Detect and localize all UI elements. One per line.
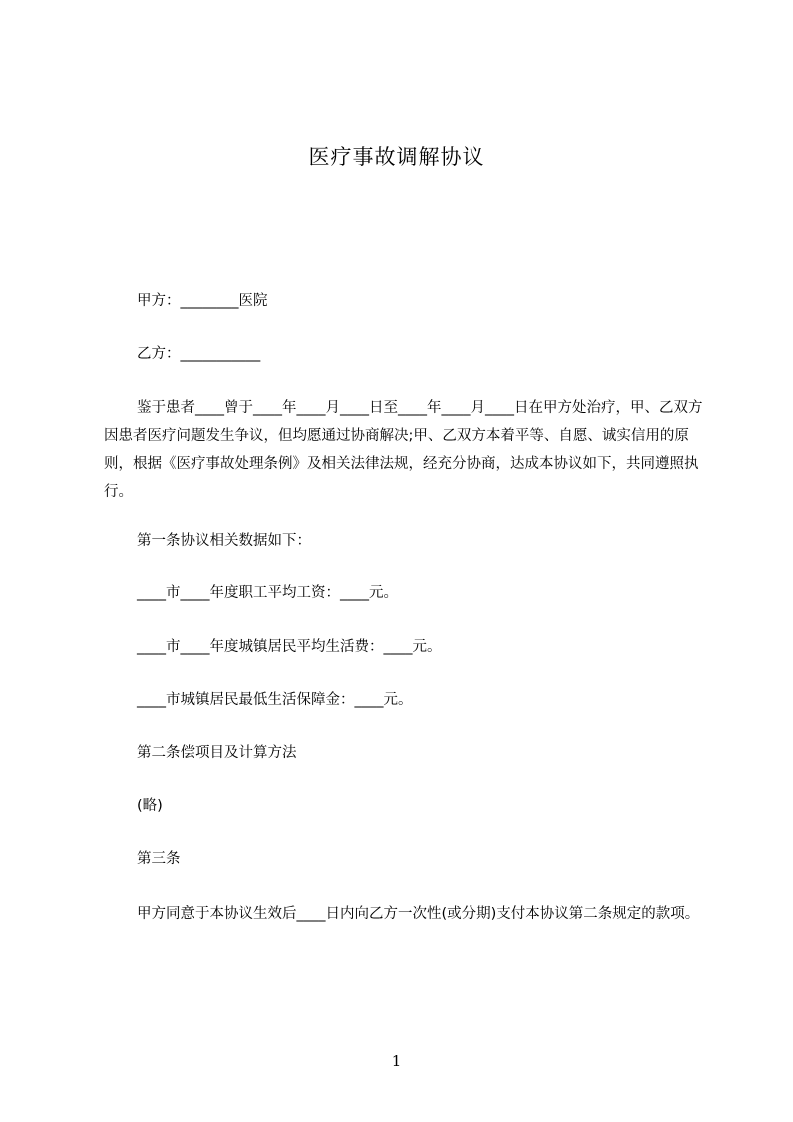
document-title: 医疗事故调解协议 [308,145,485,169]
article-1-heading: 第一条协议相关数据如下： [137,533,311,549]
data-line-minimum-security: ____市城镇居民最低生活保障金：____元。 [137,692,413,708]
article-3-heading: 第三条 [137,851,181,867]
preamble-paragraph: 鉴于患者____曾于____年____月____日至____年____月____日在甲方处治疗，甲、乙双方因患者医疗问题发生争议，但均愿通过协商解决;甲、乙双方本着平等、自愿、诚实信用的原则，根据《医疗事故处理条例》及相关法律法规，经充分协商，达成本协议如下，共同遵照执行。 [104,400,703,500]
article-2-heading: 第二条偿项目及计算方法 [137,745,297,761]
party-a-line: 甲方：________医院 [137,293,268,309]
data-line-average-wage: ____市____年度职工平均工资：____元。 [137,585,398,601]
article-3-body: 甲方同意于本协议生效后____日内向乙方一次性(或分期)支付本协议第二条规定的款项。 [137,906,700,922]
article-2-body: (略) [137,798,163,814]
party-b-line: 乙方：___________ [137,346,261,362]
data-line-living-expense: ____市____年度城镇居民平均生活费：____元。 [137,639,442,655]
page-number: 1 [391,1052,402,1070]
